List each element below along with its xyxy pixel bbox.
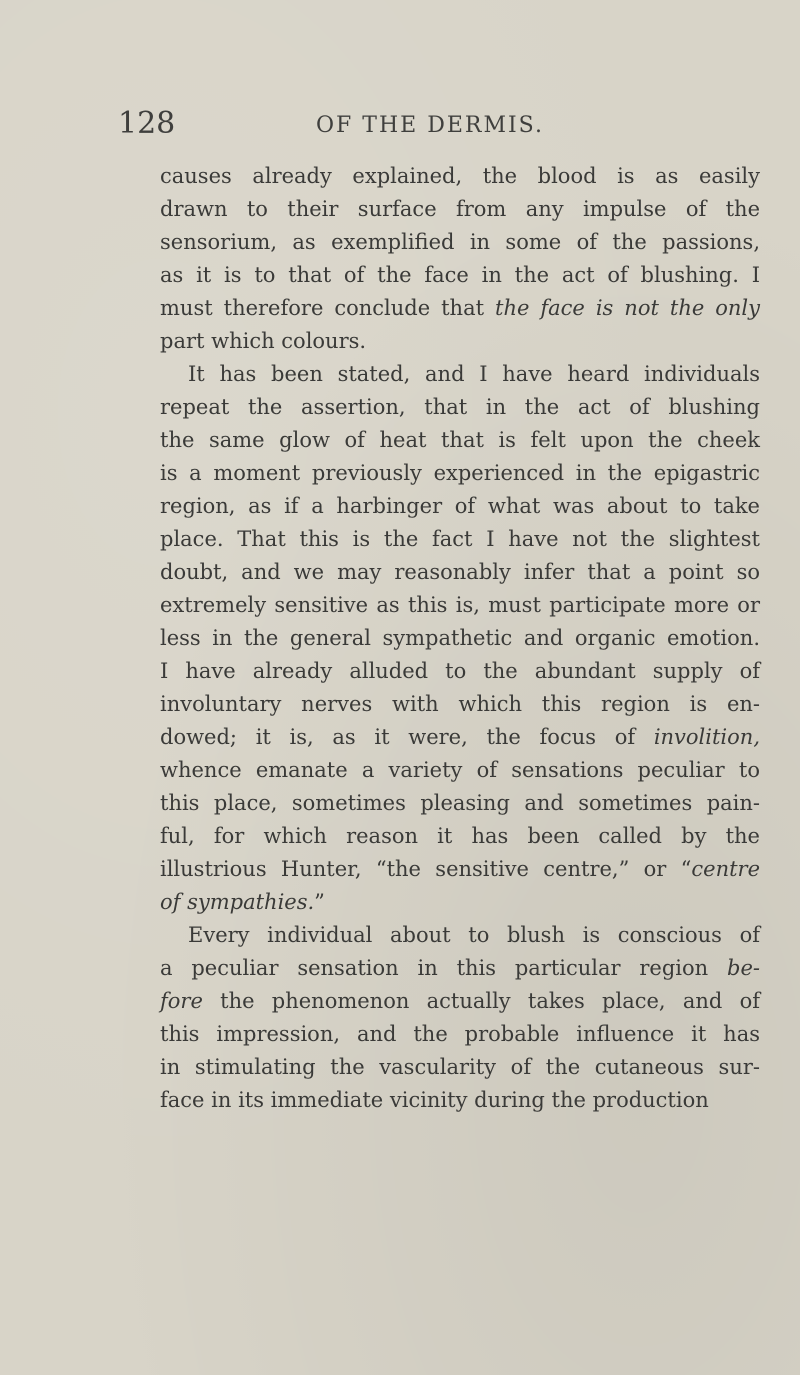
text-run: part which colours. xyxy=(160,329,367,353)
text-run: extremely sensitive as this is, must participate more or xyxy=(160,593,760,617)
text-line xyxy=(160,820,760,853)
text-line xyxy=(160,226,760,259)
text-line xyxy=(160,160,760,193)
text-line xyxy=(160,358,760,391)
text-line xyxy=(160,457,760,490)
text-line xyxy=(160,688,760,721)
text-run: this place, sometimes pleasing and sometimes pain- xyxy=(160,791,760,815)
text-line xyxy=(160,490,760,523)
text-run: ” xyxy=(314,890,325,914)
text-run: must therefore conclude that xyxy=(160,296,496,320)
text-line xyxy=(160,787,760,820)
text-line xyxy=(160,886,760,919)
text-run: the phenomenon actually takes place, and of xyxy=(202,989,760,1013)
italic-text: the face is not the only xyxy=(495,296,760,320)
text-line xyxy=(160,523,760,556)
text-run: as it is to that of the face in the act of blushing. I xyxy=(160,263,760,287)
text-line xyxy=(160,424,760,457)
italic-text: involition, xyxy=(653,725,760,749)
text-run: less in the general sympathetic and organic emotion. xyxy=(160,626,760,650)
text-line xyxy=(160,259,760,292)
text-line xyxy=(160,1051,760,1084)
text-run: the same glow of heat that is felt upon the cheek xyxy=(160,428,760,452)
text-run: Every individual about to blush is conscious of xyxy=(188,923,760,947)
italic-text: be- xyxy=(727,956,760,980)
text-run: in stimulating the vascularity of the cutaneous sur- xyxy=(160,1055,760,1079)
text-line xyxy=(160,391,760,424)
text-run: ful, for which reason it has been called by the xyxy=(160,824,760,848)
italic-text: of sympathies. xyxy=(160,890,315,914)
italic-text: centre xyxy=(691,857,760,881)
running-head xyxy=(118,104,740,144)
text-line xyxy=(160,556,760,589)
text-line xyxy=(160,853,760,886)
text-line xyxy=(160,193,760,226)
text-run: doubt, and we may reasonably infer that a point so xyxy=(160,560,760,584)
text-line xyxy=(160,292,760,325)
text-line xyxy=(160,1084,760,1117)
text-line xyxy=(160,325,760,358)
italic-text: fore xyxy=(160,989,203,1013)
text-line xyxy=(160,952,760,985)
text-line xyxy=(160,622,760,655)
text-line xyxy=(160,721,760,754)
text-run: face in its immediate vicinity during the production xyxy=(160,1088,709,1112)
text-line xyxy=(160,655,760,688)
text-run: a peculiar sensation in this particular region xyxy=(160,956,728,980)
text-run: drawn to their surface from any impulse of the xyxy=(160,197,760,221)
text-run: causes already explained, the blood is as easily xyxy=(160,164,760,188)
text-run: repeat the assertion, that in the act of blushing xyxy=(160,395,760,419)
body-text xyxy=(160,160,760,1117)
text-run: I have already alluded to the abundant supply of xyxy=(160,659,760,683)
running-title: OF THE DERMIS. xyxy=(316,113,544,138)
text-line xyxy=(160,754,760,787)
text-line xyxy=(160,589,760,622)
text-run: whence emanate a variety of sensations peculiar to xyxy=(160,758,760,782)
text-run: involuntary nerves with which this region is en- xyxy=(160,692,760,716)
text-line xyxy=(160,985,760,1018)
text-run: region, as if a harbinger of what was about to take xyxy=(160,494,760,518)
page-number: 128 xyxy=(118,106,176,141)
text-line xyxy=(160,1018,760,1051)
text-run: this impression, and the probable influence it has xyxy=(160,1022,760,1046)
text-line xyxy=(160,919,760,952)
text-run: is a moment previously experienced in the epigastric xyxy=(160,461,760,485)
text-run: place. That this is the fact I have not the slightest xyxy=(160,527,760,551)
text-run: It has been stated, and I have heard individuals xyxy=(188,362,760,386)
text-run: dowed; it is, as it were, the focus of xyxy=(160,725,654,749)
text-run: sensorium, as exemplified in some of the passions, xyxy=(160,230,760,254)
text-run: illustrious Hunter, “the sensitive centre,” or “ xyxy=(160,857,692,881)
